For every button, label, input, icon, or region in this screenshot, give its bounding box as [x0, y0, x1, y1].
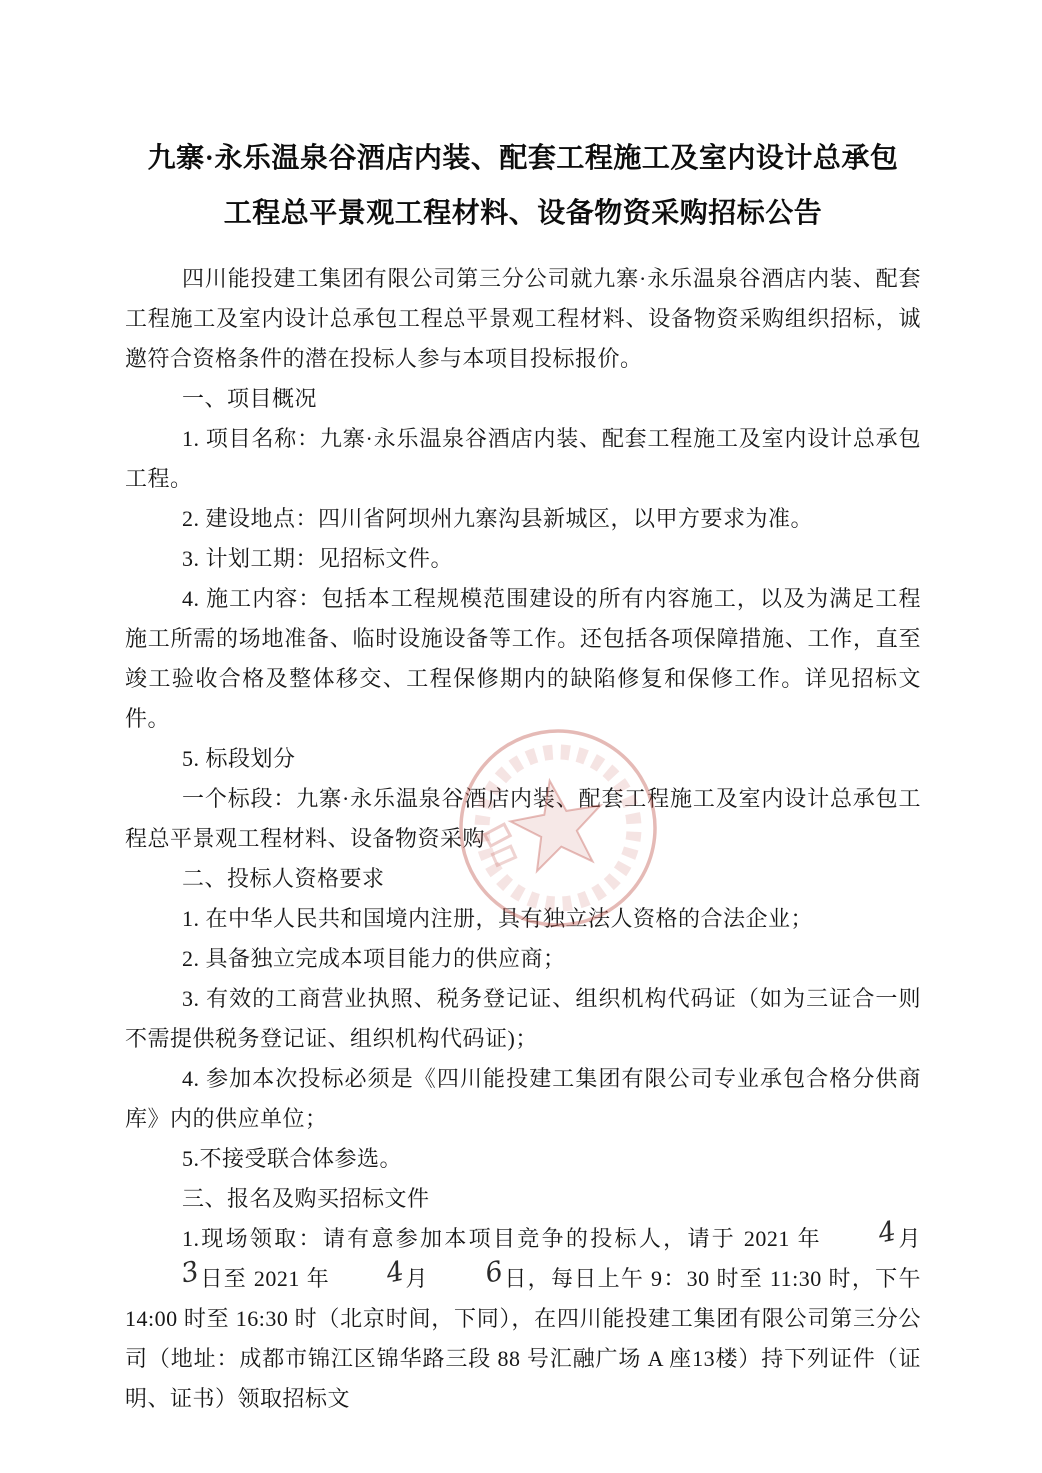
document-body [125, 259, 921, 1419]
handwritten-month-2: 4 [383, 1255, 408, 1290]
qualification-item-4: 4. 参加本次投标必须是《四川能投建工集团有限公司专业承包合格分供商库》内的供应单位； [125, 1066, 921, 1131]
handwritten-day-1: 3 [178, 1255, 203, 1290]
document-content [125, 131, 921, 1419]
document-title: 九寨·永乐温泉谷酒店内装、配套工程施工及室内设计总承包工程总平景观工程材料、设备物资采购招标公告 [147, 143, 899, 229]
purchase-text: 日至 2021 年 [199, 1266, 331, 1291]
item-location: 2. 建设地点：四川省阿坝州九寨沟县新城区，以甲方要求为准。 [182, 506, 814, 531]
handwritten-month-1: 4 [875, 1215, 900, 1250]
section-heading-registration: 三、报名及购买招标文件 [182, 1186, 430, 1211]
purchase-text: 月 [896, 1226, 921, 1251]
intro-paragraph: 四川能投建工集团有限公司第三分公司就九寨·永乐温泉谷酒店内装、配套工程施工及室内设计总承包工程总平景观工程材料、设备物资采购组织招标，诚邀符合资格条件的潜在投标人参与本项目投标报价。 [125, 266, 921, 371]
paragraph-document-purchase [125, 1215, 921, 1419]
qualification-item-1: 1. 在中华人民共和国境内注册，具有独立法人资格的合法企业； [182, 906, 814, 931]
purchase-text: 月 [404, 1266, 429, 1291]
handwritten-day-2: 6 [482, 1255, 507, 1290]
section-heading-overview: 一、项目概况 [182, 386, 318, 411]
qualification-item-5: 5.不接受联合体参选。 [182, 1146, 403, 1171]
item-section-division: 5. 标段划分 [182, 746, 296, 771]
section-heading-qualification: 二、投标人资格要求 [182, 866, 385, 891]
item-scope: 4. 施工内容：包括本工程规模范围建设的所有内容施工，以及为满足工程施工所需的场地准备、临时设施设备等工作。还包括各项保障措施、工作，直至竣工验收合格及整体移交、工程保修期内的缺陷修复和保修工作。详见招标文件。 [125, 586, 921, 731]
purchase-text: 日，每日上午 9：30 时至 11:30 时，下午 14:00 时至 16:30 时（北京时间，下同），在四川能投建工集团有限公司第三分公司（地址：成都市锦江区锦华路三段 88 号汇融广场 A 座13楼）持下列证件（证明、证书）领取招标文 [125, 1266, 921, 1411]
item-schedule: 3. 计划工期：见招标文件。 [182, 546, 454, 571]
purchase-text: 1.现场领取：请有意参加本项目竞争的投标人，请于 2021 年 [182, 1226, 822, 1251]
paragraph-single-section: 一个标段：九寨·永乐温泉谷酒店内装、配套工程施工及室内设计总承包工程总平景观工程材料、设备物资采购 [125, 786, 921, 851]
item-project-name: 1. 项目名称：九寨·永乐温泉谷酒店内装、配套工程施工及室内设计总承包工程。 [125, 426, 921, 491]
qualification-item-3: 3. 有效的工商营业执照、税务登记证、组织机构代码证（如为三证合一则不需提供税务登记证、组织机构代码证)； [125, 986, 921, 1051]
qualification-item-2: 2. 具备独立完成本项目能力的供应商； [182, 946, 566, 971]
